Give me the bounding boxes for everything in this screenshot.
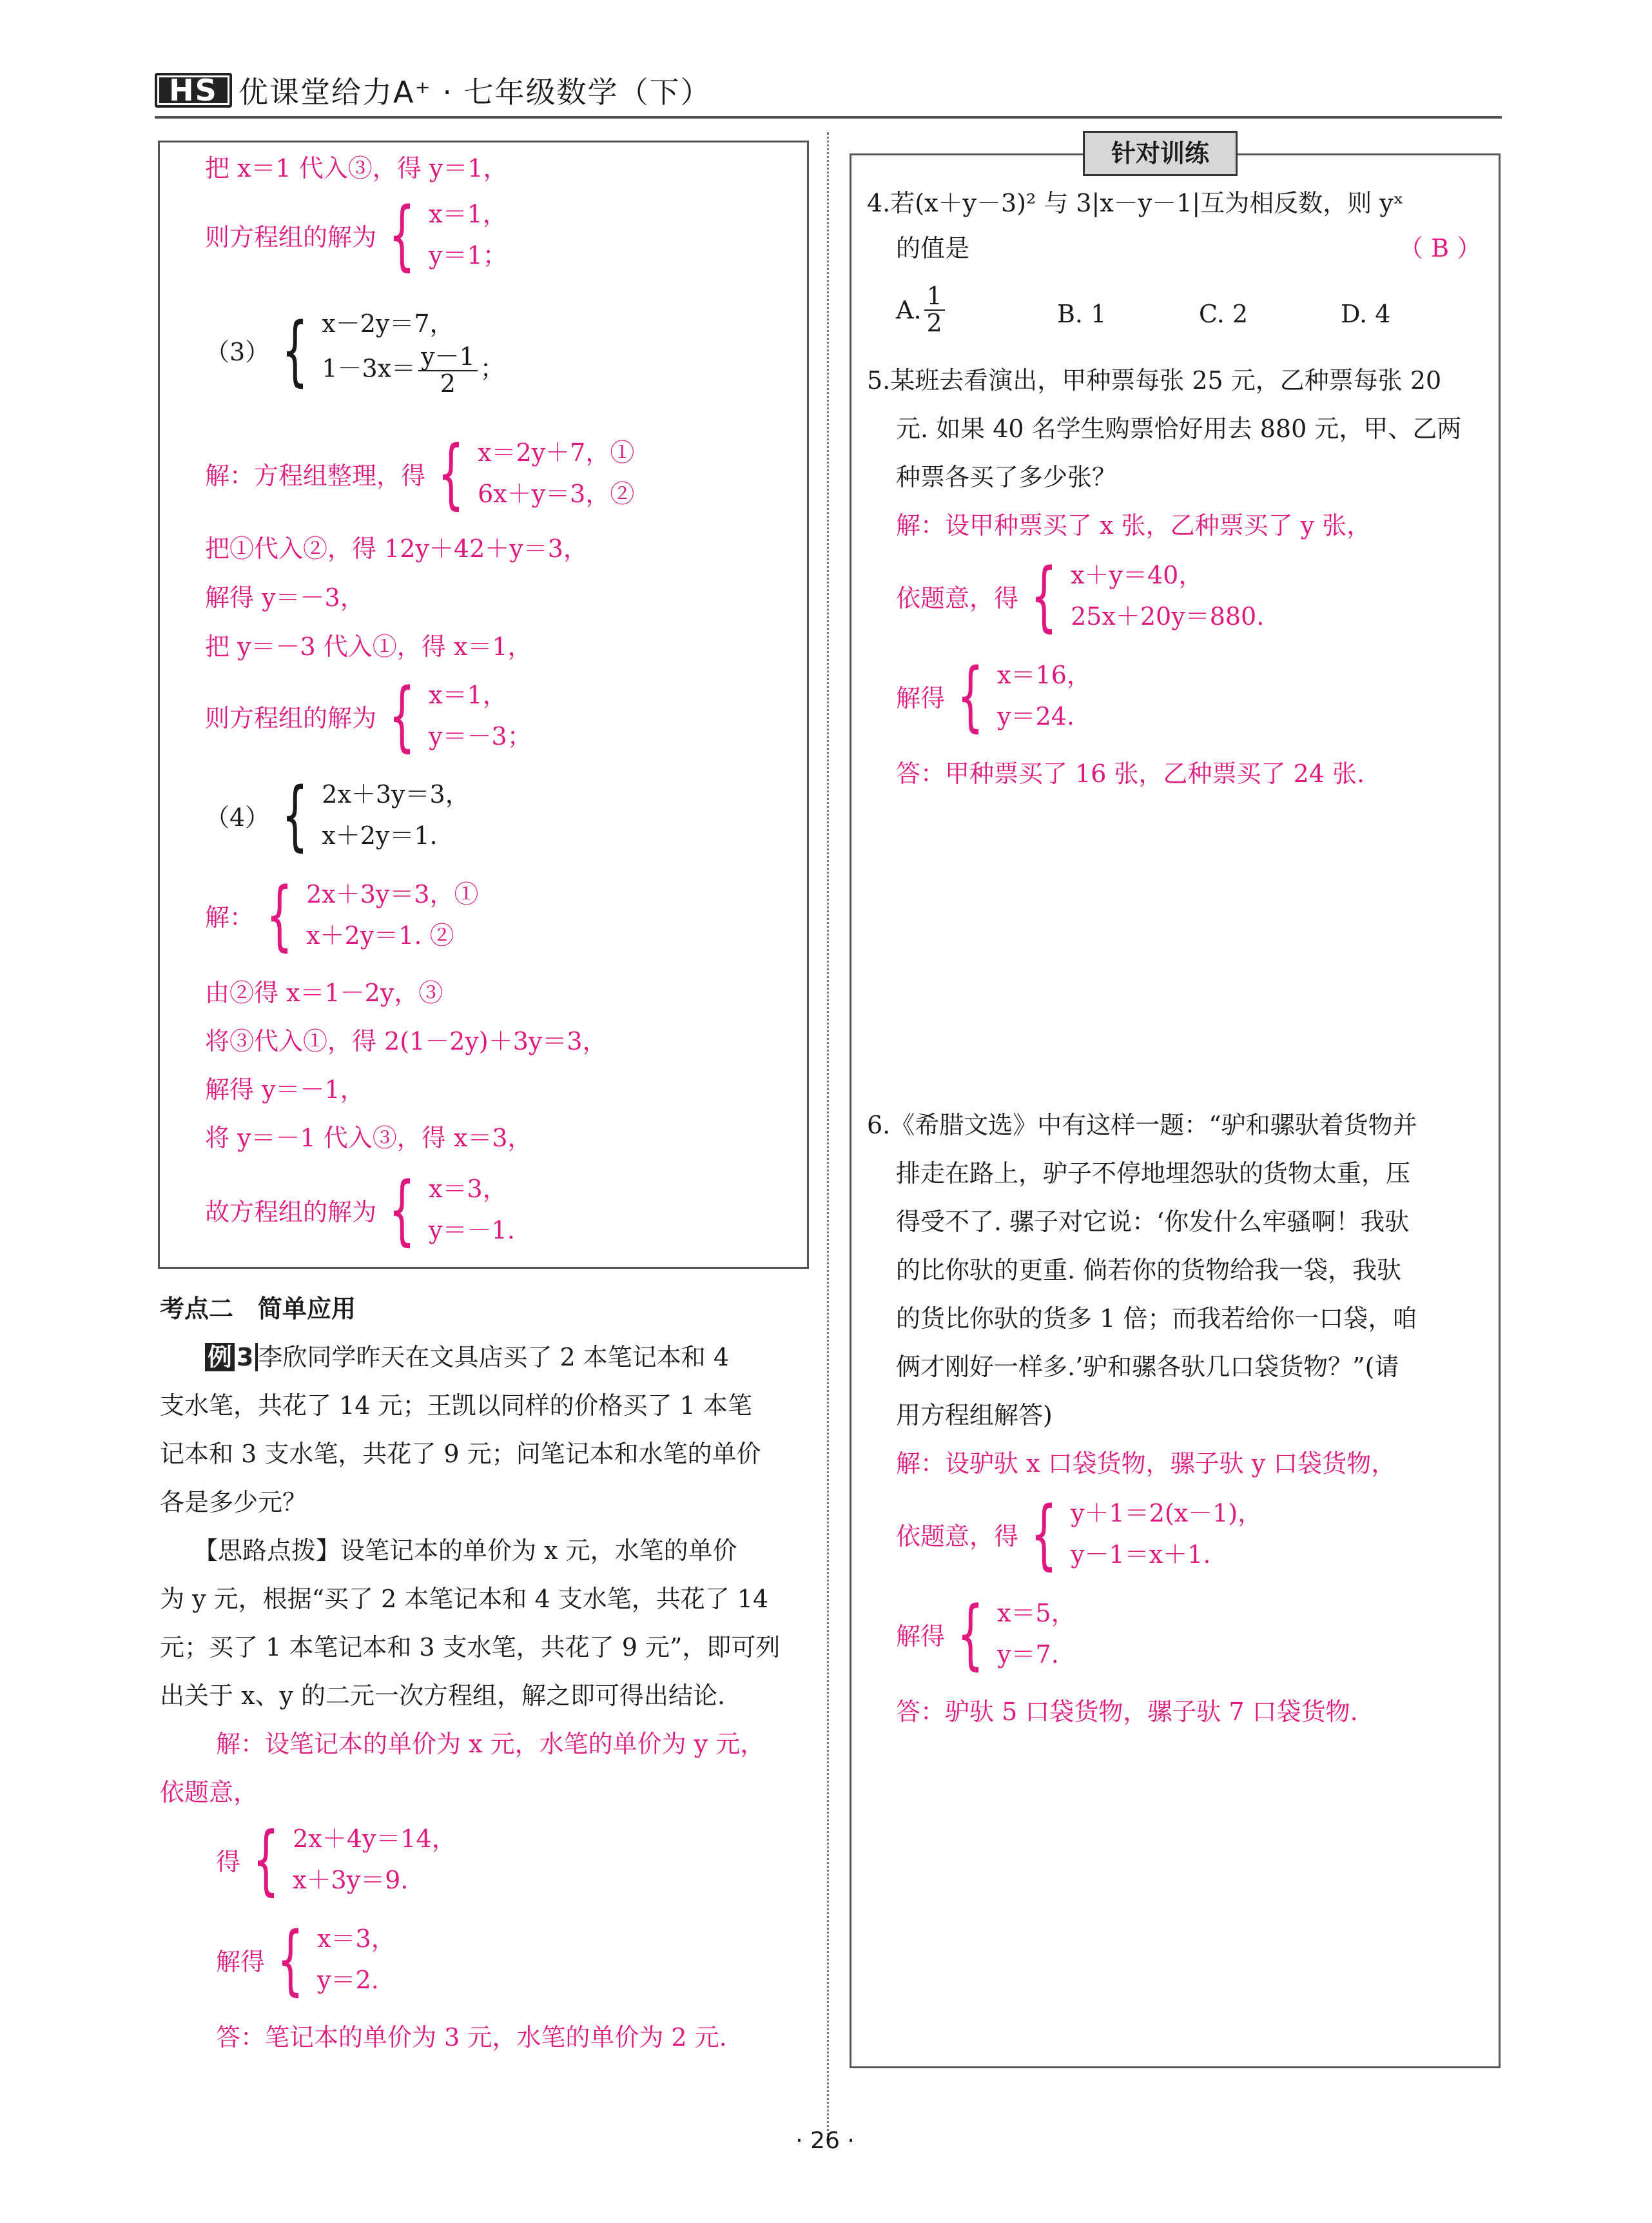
equation: y＝－1. (429, 1216, 515, 1244)
example-tag (205, 1343, 258, 1371)
question-6-line: 俩才刚好一样多.’驴和骡各驮几口袋货物？”(请 (896, 1353, 1399, 1381)
problem-4-system (205, 770, 470, 859)
text-line: 将③代入①，得 2(1－2y)＋3y＝3， (205, 1027, 607, 1055)
text-line: 解得 y＝－3， (205, 583, 365, 612)
brace-icon: { (282, 770, 309, 859)
equation-system (896, 1489, 1263, 1578)
equation: x＝1， (429, 681, 507, 709)
brace-icon: { (282, 305, 309, 395)
equation: x＋2y＝1. ② (306, 921, 454, 950)
page-header (155, 68, 712, 113)
equation: x＝5， (997, 1599, 1076, 1627)
text-line: 把①代入②，得 12y＋42＋y＝3， (205, 534, 588, 563)
equation: y＝24. (997, 702, 1074, 730)
page-number: · 26 · (795, 2128, 855, 2154)
equation-system (896, 1589, 1076, 1678)
question-6-line: 用方程组解答) (896, 1401, 1053, 1429)
equation-system (205, 190, 507, 279)
equation: x＋3y＝9. (293, 1866, 409, 1894)
equation: y－1＝x＋1. (1071, 1540, 1211, 1569)
equation-system (896, 651, 1091, 740)
fraction-denominator: 2 (440, 369, 456, 398)
brace-icon: { (957, 651, 984, 740)
system-prefix: 解得 (216, 1947, 266, 1976)
fraction-numerator: y－1 (418, 344, 478, 371)
book-title: 优课堂给力A⁺ · 七年级数学（下） (238, 75, 712, 110)
brace-icon: { (957, 1589, 984, 1678)
system-prefix: 得 (216, 1847, 241, 1876)
equation: y＝2. (317, 1966, 379, 1994)
equation: 2x＋3y＝3， (322, 780, 470, 808)
equation: x＝16， (997, 661, 1091, 689)
question-4-answer: （ B ） (1399, 234, 1482, 262)
fraction-denominator: 2 (926, 308, 942, 337)
solution-line: 解：设笔记本的单价为 x 元，水笔的单价为 y 元， (216, 1730, 765, 1758)
brace-icon: { (266, 870, 293, 959)
fraction (924, 284, 945, 337)
system-prefix: 解：方程组整理，得 (205, 461, 426, 490)
example-tag-label: 例 (208, 1343, 233, 1371)
system-prefix: 依题意，得 (896, 1522, 1019, 1551)
text-line: 解得 y＝－1， (205, 1075, 365, 1104)
text-line: 把 x＝1 代入③，得 y＝1， (205, 154, 508, 182)
equation-system (205, 429, 635, 518)
section-title: 考点二 简单应用 (160, 1295, 356, 1323)
column-divider (827, 132, 829, 2144)
text-line: 支水笔，共花了 14 元；王凯以同样的价格买了 1 本笔 (160, 1391, 752, 1420)
option-d: D. 4 (1341, 300, 1391, 328)
equation: x＋y＝40， (1071, 561, 1203, 589)
option-b: B. 1 (1057, 300, 1107, 328)
hint-line: 为 y 元，根据“买了 2 本笔记本和 4 支水笔，共花了 14 (160, 1585, 769, 1613)
question-6-line: 6.《希腊文选》中有这样一题：“驴和骡驮着货物并 (867, 1111, 1417, 1139)
brace-icon: { (1030, 1489, 1058, 1578)
brace-icon: { (1030, 551, 1058, 640)
hint-line: 出关于 x、y 的二元一次方程组，解之即可得出结论. (160, 1681, 726, 1710)
brace-icon: { (252, 1815, 280, 1904)
equation-system (205, 671, 532, 760)
equation-system (205, 1165, 515, 1254)
equation-end: ； (480, 354, 505, 383)
option-c: C. 2 (1199, 300, 1249, 328)
example-tag-number: 3 (235, 1343, 255, 1371)
equation: x＝2y＋7，① (478, 438, 635, 467)
equation-system (896, 551, 1265, 640)
system-prefix: 解得 (896, 683, 946, 712)
brace-icon: { (388, 671, 416, 760)
hint-line: 元；买了 1 本笔记本和 3 支水笔，共花了 9 元”，即可列 (160, 1633, 781, 1661)
question-6-line: 得受不了. 骡子对它说：‘你发什么牢骚啊！我驮 (896, 1208, 1410, 1236)
practice-tab-title: 针对训练 (1083, 131, 1238, 176)
solution-line: 解：设驴驮 x 口袋货物，骡子驮 y 口袋货物， (896, 1449, 1396, 1478)
equation-system (205, 870, 479, 959)
example-3-line (205, 1341, 729, 1373)
question-4-line: 的值是 (896, 234, 970, 262)
equation: y＝7. (997, 1640, 1059, 1669)
question-6-line: 的货比你驮的货多 1 倍；而我若给你一口袋，咱 (896, 1304, 1417, 1333)
brace-icon: { (437, 429, 465, 518)
brace-icon: { (388, 190, 416, 279)
brace-icon: { (277, 1915, 304, 2004)
option-label: A. (896, 295, 922, 324)
system-prefix: 解： (205, 903, 255, 932)
equation: x＝3， (317, 1924, 396, 1953)
problem-label: （3） (205, 338, 270, 367)
equation: x－2y＝7， (322, 309, 454, 338)
system-prefix: 依题意，得 (896, 583, 1019, 612)
text-line: 将 y＝－1 代入③，得 x＝3， (205, 1124, 532, 1152)
question-5-line: 元. 如果 40 名学生购票恰好用去 880 元，甲、乙两 (896, 415, 1462, 443)
question-4-line: 4.若(x＋y－3)² 与 3|x－y－1|互为相反数，则 yˣ (867, 189, 1404, 217)
text-line: 把 y＝－3 代入①，得 x＝1， (205, 632, 532, 661)
question-5-line: 种票各买了多少张？ (896, 463, 1117, 491)
question-6-line: 的比你驮的更重. 倘若你的货物给我一袋，我驮 (896, 1256, 1402, 1284)
text-line: 李欣同学昨天在文具店买了 2 本笔记本和 4 (258, 1343, 730, 1371)
equation-left: 1－3x＝ (322, 354, 416, 383)
equation: y＝1； (429, 241, 507, 269)
problem-label: （4） (205, 803, 270, 832)
equation-system (216, 1915, 396, 2004)
option-a (896, 284, 947, 337)
equation: 2x＋4y＝14， (293, 1825, 456, 1853)
fraction-numerator: 1 (924, 284, 945, 311)
text-line: 各是多少元？ (160, 1488, 307, 1516)
system-prefix: 则方程组的解为 (205, 703, 377, 732)
header-rule (155, 116, 1502, 119)
text-line: 记本和 3 支水笔，共花了 9 元；问笔记本和水笔的单价 (160, 1440, 761, 1468)
brace-icon: { (388, 1165, 416, 1254)
equation: 25x＋20y＝880. (1071, 602, 1265, 631)
text-line: 由②得 x＝1－2y，③ (205, 979, 443, 1007)
question-5-line: 5.某班去看演出，甲种票每张 25 元，乙种票每张 20 (867, 366, 1442, 395)
system-prefix: 解得 (896, 1621, 946, 1650)
answer-line: 答：笔记本的单价为 3 元，水笔的单价为 2 元. (216, 2023, 727, 2052)
solution-line: 解：设甲种票买了 x 张，乙种票买了 y 张， (896, 511, 1372, 540)
problem-3-system (205, 303, 505, 397)
answer-line: 答：驴驮 5 口袋货物，骡子驮 7 口袋货物. (896, 1698, 1358, 1726)
equation: 6x＋y＝3，② (478, 480, 635, 508)
solution-line: 依题意， (160, 1778, 258, 1807)
fraction (418, 344, 478, 397)
equation-with-fraction (322, 344, 504, 397)
equation: x＝1， (429, 200, 507, 228)
system-prefix: 故方程组的解为 (205, 1197, 377, 1226)
hint-line: 【思路点拨】设笔记本的单价为 x 元，水笔的单价 (193, 1536, 737, 1565)
equation-system (216, 1815, 456, 1904)
question-6-line: 排走在路上，驴子不停地埋怨驮的货物太重，压 (896, 1159, 1411, 1188)
equation: y＋1＝2(x－1)， (1071, 1499, 1263, 1527)
system-prefix: 则方程组的解为 (205, 222, 377, 251)
answer-line: 答：甲种票买了 16 张，乙种票买了 24 张. (896, 759, 1365, 788)
equation: y＝－3； (429, 722, 532, 750)
equation: x＋2y＝1. (322, 821, 438, 850)
equation: 2x＋3y＝3，① (306, 880, 479, 908)
equation: x＝3， (429, 1175, 507, 1203)
hs-logo: HS (155, 73, 232, 108)
